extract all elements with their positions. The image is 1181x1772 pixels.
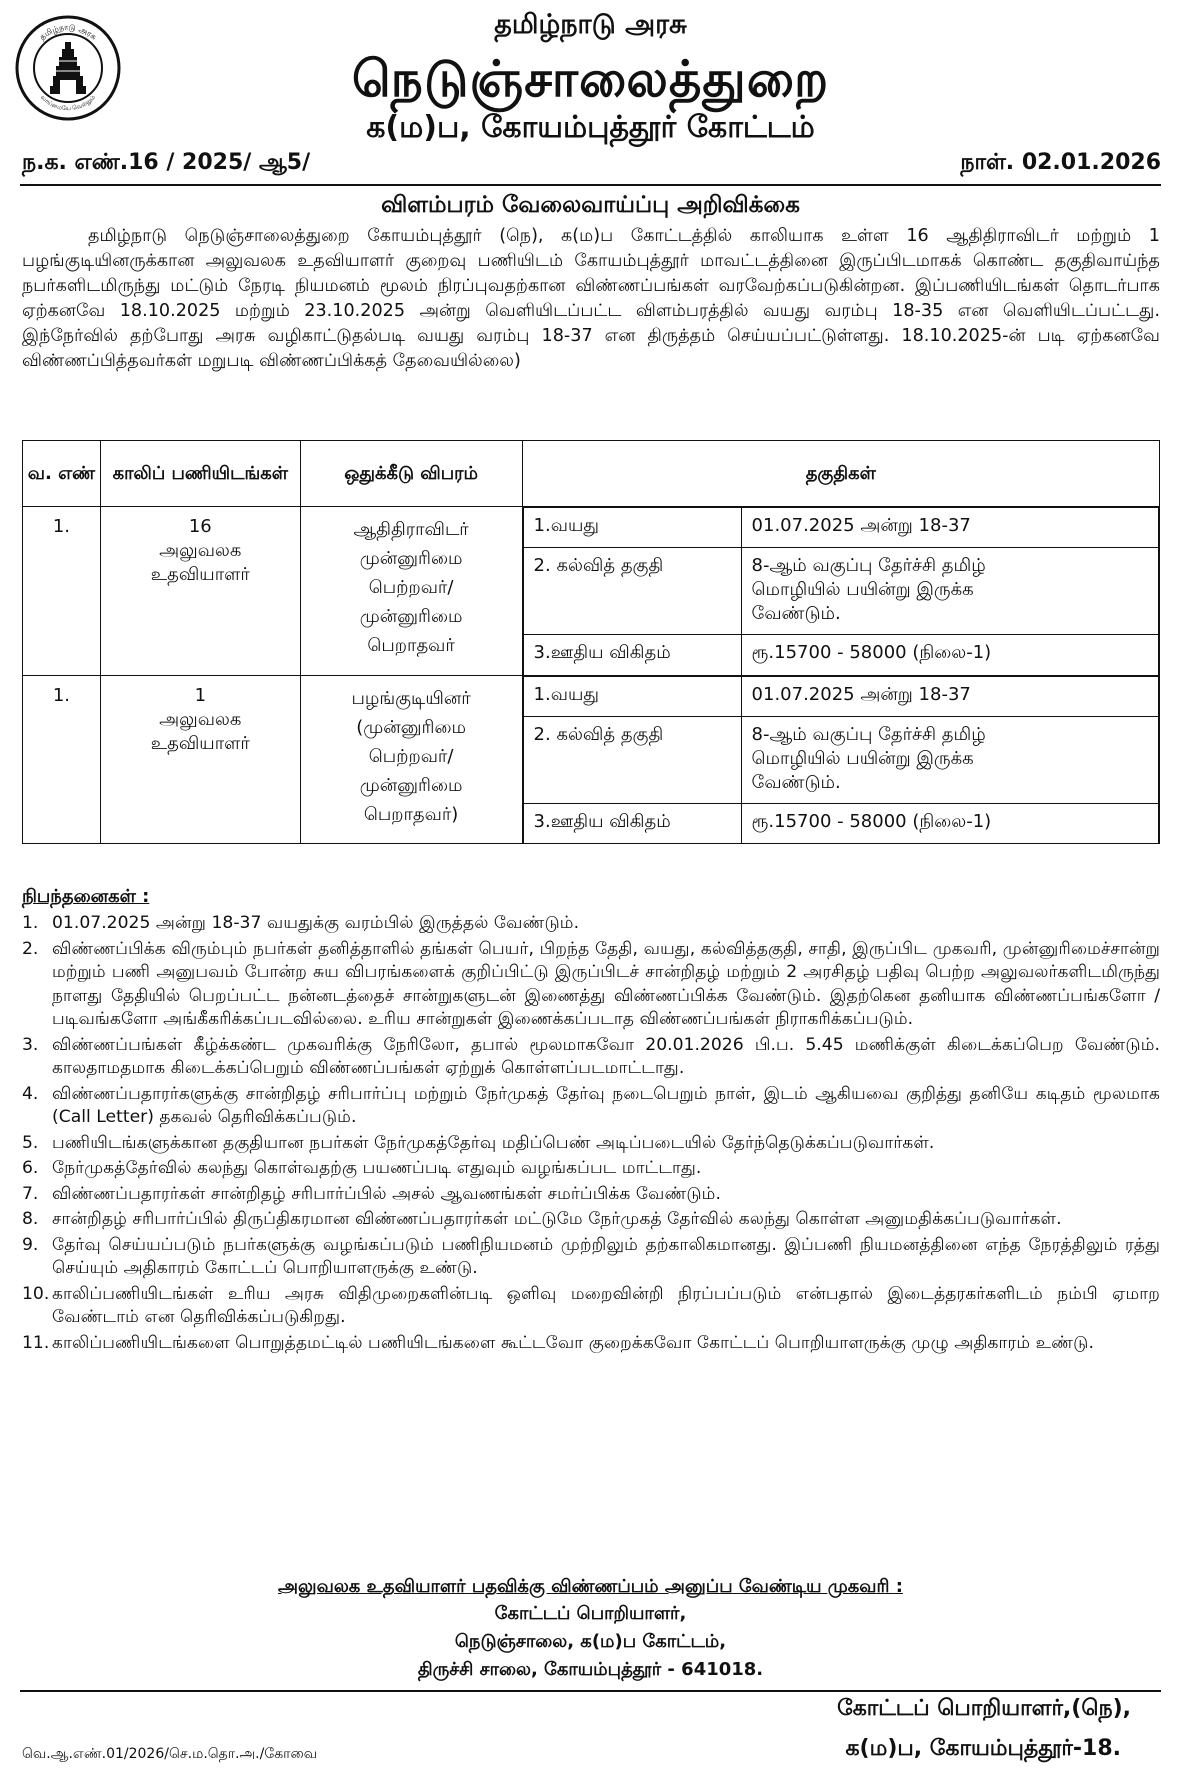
address-line-1: கோட்டப் பொறியாளர், <box>494 1603 687 1624</box>
condition-text: விண்ணப்பிக்க விரும்பும் நபர்கள் தனித்தாளில் தங்கள் பெயர், பிறந்த தேதி, வயது, கல்வித்தகுதி, சாதி, இருப்பிட முகவரி, முன்னுரிமைச்சான்று மற்றும் பணி அனுபவம் போன்ற சுய விபரங்களைக் குறிப்பிட்டு இருப்பிடச் சான்றிதழ் மற்றும் 2 அரசிதழ் பதிவு பெற்ற அலுவலர்களிடமிருந்து நாளது தேதியில் பெறப்பட்ட நன்னடத்தைச் சான்றுகளுடன் இணைத்து விண்ணப்பிக்க வேண்டும். இதற்கென தனியாக விண்ணப்பங்களோ / படிவங்களோ அங்கீகரிக்கப்படவில்லை. உரிய சான்றுகள் இணைக்கப்படாத விண்ணப்பங்கள் நிராகரிக்கப்படும். <box>52 938 1160 1029</box>
list-item <box>22 1234 1160 1281</box>
signatory-title: கோட்டப் பொறியாளர்,(நெ), <box>837 1696 1131 1721</box>
qualification-subtable <box>523 507 1159 675</box>
qualification-subtable <box>523 676 1159 844</box>
condition-number: 9. <box>22 1234 39 1255</box>
notice-date: நாள். 02.01.2026 <box>960 150 1161 175</box>
condition-number: 11. <box>22 1332 50 1353</box>
table-row <box>23 675 1160 844</box>
address-line-2: நெடுஞ்சாலை, க(ம)ப கோட்டம், <box>454 1631 727 1652</box>
header-divider <box>20 184 1161 186</box>
intro-text: தமிழ்நாடு நெடுஞ்சாலைத்துறை கோயம்புத்தூர் (நெ), க(ம)ப கோட்டத்தில் காலியாக உள்ள 16 ஆதிதிராவிடர் மற்றும் 1 பழங்குடியினருக்கான அலுவலக உதவியாளர் குறைவு பணியிடம் கோயம்புத்தூர் மாவட்டத்தினை இருப்பிடமாகக் கொண்ட தகுதிவாய்ந்த நபர்களிடமிருந்து மட்டும் நேரடி நியமனம் மூலம் நிரப்புவதற்கான விண்ணப்பங்கள் வரவேற்கப்படுகின்றன. இப்பணியிடங்கள் தொடர்பாக ஏற்கனவே 18.10.2025 மற்றும் 23.10.2025 அன்று வெளியிடப்பட்ட விளம்பரத்தில் வயது வரம்பு 18-35 என வெளியிடப்பட்டது. இந்நேர்வில் தற்போது அரசு வழிகாட்டுதல்படி வயது வரம்பு 18-37 என திருத்தம் செய்யப்பட்டுள்ளது. 18.10.2025-ன் படி ஏற்கனவே விண்ணப்பித்தவர்கள் மறுபடி விண்ணப்பிக்கத் தேவையில்லை) <box>22 226 1160 371</box>
education-value-text: 8-ஆம் வகுப்பு தேர்ச்சி தமிழ் மொழியில் பயின்று இருக்க வேண்டும். <box>751 555 986 624</box>
condition-text: பணியிடங்களுக்கான தகுதியான நபர்கள் நேர்முகத்தேர்வு மதிப்பெண் அடிப்படையில் தேர்ந்தெடுக்கப்படுவார்கள். <box>52 1132 935 1153</box>
pay-value: ரூ.15700 - 58000 (நிலை-1) <box>741 803 1158 843</box>
condition-text: சான்றிதழ் சரிபார்ப்பில் திருப்திகரமான விண்ணப்பதாரர்கள் மட்டுமே நேர்முகத் தேர்வில் கலந்து கொள்ள அனுமதிக்கப்படுவார்கள். <box>52 1209 1062 1229</box>
condition-text: 01.07.2025 அன்று 18-37 வயதுக்கு வரம்பில் இருத்தல் வேண்டும். <box>52 913 580 933</box>
list-item <box>22 1183 1160 1207</box>
condition-number: 8. <box>22 1209 39 1229</box>
row-sno: 1. <box>23 507 101 676</box>
condition-text: விண்ணப்பதாரர்கள் சான்றிதழ் சரிபார்ப்பில் அசல் ஆவணங்கள் சமர்ப்பிக்க வேண்டும். <box>52 1183 721 1204</box>
conditions-heading: நிபந்தனைகள் : <box>22 886 150 907</box>
age-label: 1.வயது <box>523 508 741 548</box>
row-vacancy <box>100 675 300 844</box>
table-header-row <box>23 441 1160 507</box>
condition-text: காலிப்பணியிடங்களை பொறுத்தமட்டில் பணியிடங்களை கூட்டவோ குறைக்கவோ கோட்டப் பொறியாளருக்கு முழு அதிகாரம் உண்டு. <box>52 1332 1094 1353</box>
pay-label: 3.ஊதிய விகிதம் <box>523 803 741 843</box>
education-value-text: 8-ஆம் வகுப்பு தேர்ச்சி தமிழ் மொழியில் பயின்று இருக்க வேண்டும். <box>751 723 986 793</box>
list-item <box>22 1208 1160 1232</box>
list-item <box>22 1083 1160 1130</box>
emblem-bottom-text: வாய்மையே வெல்லும் <box>39 93 97 113</box>
header-vacancies: காலிப் பணியிடங்கள் <box>100 441 300 507</box>
government-title: தமிழ்நாடு அரசு <box>494 9 687 40</box>
pay-value: ரூ.15700 - 58000 (நிலை-1) <box>741 635 1158 675</box>
condition-text: விண்ணப்பதாரர்களுக்கு சான்றிதழ் சரிபார்ப்பு மற்றும் நேர்முகத் தேர்வு நடைபெறும் நாள், இடம் ஆகியவை குறித்து தனியே கடிதம் மூலமாக (Call Letter) தகவல் தெரிவிக்கப்படும். <box>52 1083 1160 1127</box>
row-qualifications <box>522 675 1159 844</box>
post-name: அலுவலக உதவியாளர் <box>150 540 250 585</box>
row-vacancy <box>100 507 300 676</box>
education-value <box>741 716 1158 803</box>
condition-number: 2. <box>22 938 39 959</box>
signatory-office: க(ம)ப, கோயம்புத்தூர்-18. <box>845 1736 1121 1761</box>
reference-number: ந.க. எண்.16 / 2025/ ஆ5/ <box>22 150 311 175</box>
division-title: க(ம)ப, கோயம்புத்தூர் கோட்டம் <box>366 110 815 145</box>
condition-number: 5. <box>22 1132 39 1153</box>
list-item <box>22 1034 1160 1081</box>
footer-divider <box>20 1690 1161 1692</box>
condition-number: 6. <box>22 1158 39 1178</box>
vacancy-count: 16 <box>188 516 212 537</box>
condition-number: 10. <box>22 1283 50 1304</box>
condition-number: 7. <box>22 1183 39 1204</box>
education-label: 2. கல்வித் தகுதி <box>523 548 741 635</box>
condition-text: விண்ணப்பங்கள் கீழ்க்கண்ட முகவரிக்கு நேரிலோ, தபால் மூலமாகவோ 20.01.2026 பி.ப. 5.45 மணிக்குள் கிடைக்கப்பெற வேண்டும். காலதாமதமாக கிடைக்கப்பெறும் விண்ணப்பங்கள் ஏற்றுக் கொள்ளப்படமாட்டாது. <box>52 1034 1160 1078</box>
condition-number: 1. <box>22 913 39 933</box>
list-item <box>22 1157 1160 1181</box>
age-value: 01.07.2025 அன்று 18-37 <box>741 676 1158 716</box>
conditions-list <box>22 912 1160 1357</box>
list-item <box>22 1132 1160 1156</box>
post-name: அலுவலக உதவியாளர் <box>150 708 250 754</box>
pay-label: 3.ஊதிய விகிதம் <box>523 635 741 675</box>
row-reservation <box>300 507 522 676</box>
age-value: 01.07.2025 அன்று 18-37 <box>741 508 1158 548</box>
reservation-text: பழங்குடியினர் (முன்னுரிமை பெற்றவர்/ முன்னுரிமை பெறாதவர்) <box>351 687 471 825</box>
row-qualifications <box>522 507 1159 676</box>
row-reservation <box>300 675 522 844</box>
list-item <box>22 1283 1160 1330</box>
list-item <box>22 938 1160 1032</box>
age-label: 1.வயது <box>523 676 741 716</box>
list-item <box>22 912 1160 936</box>
release-reference: வெ.ஆ.எண்.01/2026/செ.ம.தொ.அ./கோவை <box>22 1746 318 1762</box>
address-heading: அலுவலக உதவியாளர் பதவிக்கு விண்ணப்பம் அனுப்ப வேண்டிய முகவரி : <box>278 1576 903 1597</box>
emblem-top-text: தமிழ்நாடு அரசு <box>37 22 99 42</box>
row-sno: 1. <box>23 675 101 844</box>
condition-text: தேர்வு செய்யப்படும் நபர்களுக்கு வழங்கப்படும் பணிநியமனம் முற்றிலும் தற்காலிகமானது. இப்பணி நியமனத்தினை எந்த நேரத்திலும் ரத்து செய்யும் அதிகாரம் கோட்டப் பொறியாளருக்கு உண்டு. <box>52 1234 1160 1278</box>
condition-number: 4. <box>22 1083 39 1104</box>
intro-paragraph <box>22 224 1160 374</box>
table-row <box>23 507 1160 676</box>
reservation-text: ஆதிதிராவிடர் முன்னுரிமை பெற்றவர்/ முன்னுரிமை பெறாதவர் <box>353 519 469 656</box>
header-sno: வ. எண் <box>23 441 101 507</box>
condition-text: காலிப்பணியிடங்கள் உரிய அரசு விதிமுறைகளின்படி ஒளிவு மறைவின்றி நிரப்பப்படும் என்பதால் இடைத்தரகர்களிடம் நம்பி ஏமாற வேண்டாம் என தெரிவிக்கப்படுகிறது. <box>52 1283 1160 1327</box>
header-qualifications: தகுதிகள் <box>522 441 1159 507</box>
vacancy-count: 1 <box>194 684 207 706</box>
education-label: 2. கல்வித் தகுதி <box>523 716 741 803</box>
header-reservation: ஒதுக்கீடு விபரம் <box>300 441 522 507</box>
vacancy-table <box>22 440 1160 844</box>
notice-title: விளம்பரம் வேலைவாய்ப்பு அறிவிக்கை <box>381 192 800 218</box>
department-title: நெடுஞ்சாலைத்துறை <box>351 50 830 108</box>
condition-text: நேர்முகத்தேர்வில் கலந்து கொள்வதற்கு பயணப்படி எதுவும் வழங்கப்பட மாட்டாது. <box>52 1158 702 1178</box>
address-line-3: திருச்சி சாலை, கோயம்புத்தூர் - 641018. <box>417 1659 764 1680</box>
list-item <box>22 1332 1160 1356</box>
condition-number: 3. <box>22 1034 39 1055</box>
education-value <box>741 548 1158 635</box>
